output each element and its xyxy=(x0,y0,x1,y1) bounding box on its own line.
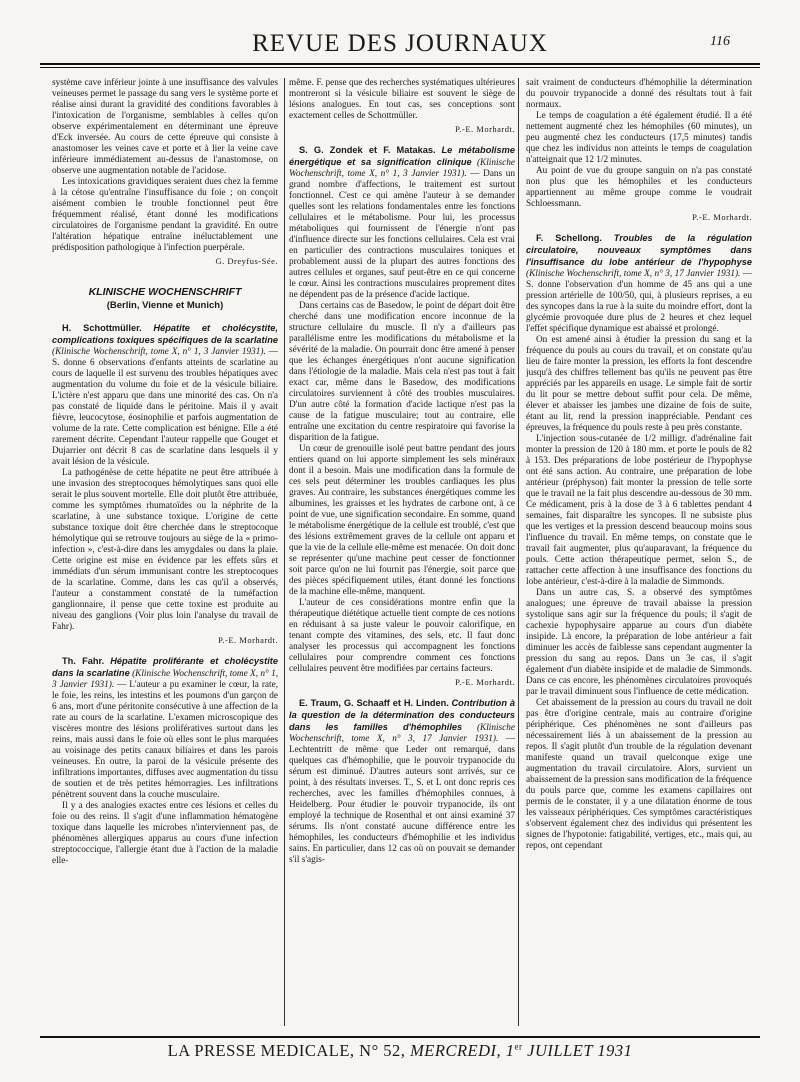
article-title: Hépatite proliférante et cholécystite dans la scarlatine xyxy=(52,656,278,678)
paragraph: On est amené ainsi à étudier la pression du sang et la fréquence du pouls au cours du travail, et on constate qu'au lieu de faire monter la pression, les efforts la font descendre jusqu'à des chiffres tellement bas qu'ils ne peuvent pas être appréciés par les appareils en usage. Le simple fait de sortir du lit pour se mettre debout suffit pour cela. De même, élever et abaisser les jambes une dizaine de fois de suite, étant au lit, rend la pression inappréciable. Pendant ces épreuves, la fréquence du pouls reste à peu près constante. xyxy=(526,335,752,433)
page-footer xyxy=(40,1036,760,1061)
article-source: (Klinische Wochenschrift, tome X, n° 1, 3 Janvier 1931). xyxy=(52,347,266,357)
paragraph: sait vraiment de conducteurs d'hémophilie la détermination du pouvoir trypanocide a donné des résultats tout à fait normaux. xyxy=(526,78,752,110)
article-source: (Klinische Wochenschrift, tome X, n° 3, 17 Janvier 1931). xyxy=(289,723,515,744)
page-number: 116 xyxy=(710,34,730,49)
article-source: (Klinische Wochenschrift, tome X, n° 1, 3 Janvier 1931). xyxy=(289,158,515,179)
article-text: — S. donne 6 observations d'enfants atteints de scarlatine au cours de laquelle il est survenu des troubles hépatiques avec augmentation du volume du foie et de la vésicule biliaire. L'ictère n'est apparu que dans une minorité des cas. On n'a pas constaté de liquide dans le péritoine. Mais il y avait fièvre, leucocytose, éosinophilie et parfois augmentation de volume de la rate. Cette complication est bénigne. Elle a été rarement décrite. Cependant l'auteur rappelle que Gouget et Dujarrier ont décrit 8 cas de scarlatine dans lesquels il y avait lésion de la vésicule. xyxy=(52,347,278,467)
footer-day: MERCREDI, xyxy=(410,1041,502,1060)
article-authors: H. Schottmüller. xyxy=(62,323,142,333)
page-header-title: REVUE DES JOURNAUX xyxy=(252,30,548,57)
article-fahr xyxy=(52,656,278,801)
paragraph: même. F. pense que des recherches systématiques ultérieures montreront si la vésicule biliaire est souvent le siège de lésions analogues. En tout cas, ses conceptions sont exactement celles de Schottmüller. xyxy=(289,78,515,121)
paragraph: Cet abaissement de la pression au cours du travail ne doit pas être d'origine centrale, mais au contraire d'origine périphérique. Ces phénomènes ne sont d'ailleurs pas nécessairement liés à un abaissement de la pression au repos. Il s'agit plutôt d'un trouble de la régulation devenant manifeste quand un travail quelconque exige une augmentation du travail circulatoire. Alors, survient un abaissement de la pression sans modification de la fréquence du pouls parce que, comme les examens capillaires ont permis de le constater, il y a une dilatation énorme de tous les vaisseaux périphériques. Ces symptômes caractéristiques s'observent également chez des individus qui présentent les signes de l'hypotonie: fatigabilité, vertiges, etc., mais qui, au repos, ont cependant xyxy=(526,698,752,851)
paragraph: L'injection sous-cutanée de 1/2 milligr. d'adrénaline fait monter la pression de 120 à 180 mm. et porte le pouls de 82 à 153. Des préparations de lobe postérieur de l'hypophyse ont été sans action. Au contraire, une préparation de lobe antérieur (préphyson) fait monter la pression de telle sorte que le travail ne la fait plus descendre au-dessous de 30 mm. Ce médicament, pris à la dose de 3 à 6 tablettes pendant 4 semaines, fait disparaître les syncopes. Il ne subsiste plus que les vertiges et la pression descend beaucoup moins sous l'influence du travail. En même temps, on constate que le travail fait augmenter, plus qu'auparavant, la fréquence du pouls. Cette action thérapeutique permet, selon S., de rattacher cette affection à une insuffisance des fonctions du lobe antérieur, c'est-à-dire à la maladie de Simmonds. xyxy=(526,434,752,587)
paragraph: Dans un autre cas, S. a observé des symptômes analogues; une épreuve de travail abaisse la pression systolique sans agir sur la fréquence du pouls; il s'agit de cachexie hypophysaire apparue au cours d'un diabète insipide. Là encore, la préparation de lobe antérieur a fait diminuer les accès de faiblesse sans cependant augmenter la pression du sang au repos. Dans un 3e cas, il s'agit également d'un diabète insipide et de maladie de Simmonds. Dans ce cas encore, les phénomènes circulatoires provoqués par le travail diminuent sous l'influence de cette médication. xyxy=(526,588,752,697)
paragraph: système cave inférieur jointe à une insuffisance des valvules veineuses permet le passage du sang vers le système porte et réalise ainsi durant la gravidité des conditions favorables à l'intoxication de l'organisme, semblables à celles qu'on observe expérimentalement en déterminant une épreuve d'Eck inversée. Au cours de cette épreuve qui consiste à anastomoser les veines cave et porte et à lier la veine cave inférieure immédiatement au-dessus de l'anastomose, on observe une augmentation notable de l'acidose. xyxy=(52,78,278,176)
footer-journal: LA PRESSE MEDICALE, N° 52, xyxy=(167,1041,406,1060)
article-zondek-matakas xyxy=(289,145,515,301)
paragraph: Le temps de coagulation a été également étudié. Il a été nettement augmenté chez les hémophiles (60 minutes), un peu augmenté chez les conducteurs (17,5 minutes) tandis que chez les individus non atteints le temps de coagulation n'atteignait que 12 1/2 minutes. xyxy=(526,111,752,165)
article-authors: Th. Fahr. xyxy=(62,656,105,666)
article-title: Contribution à la question de la détermination des conducteurs dans les familles d'hémophiles xyxy=(289,698,515,732)
article-title: Le métabolisme énergétique et sa signification clinique xyxy=(289,145,515,167)
header-rule xyxy=(40,63,760,65)
paragraph: Les intoxications gravidiques seraient dues chez la femme à la cétose qu'entraîne l'insuffisance du foie ; on conçoit aisément combien le trouble fonctionnel peut être fréquemment réalisé, étant donné les modifications circulatoires de l'organisme pendant la gravidité. En outre l'altération hépatique entraîne inéluctablement une prédisposition pathologique à l'infection puerpérale. xyxy=(52,177,278,253)
article-columns xyxy=(52,78,752,1030)
signature: P.-E. Morhardt. xyxy=(455,677,515,687)
paragraph: La pathogénèse de cette hépatite ne peut être attribuée à une invasion des streptocoques hémolytiques sans quoi elle serait le plus souvent mortelle. Elle doit plutôt être attribuée, comme les symptômes rhumatoïdes ou la néphrite de la scarlatine, à une substance toxique. L'origine de cette substance toxique doit être cherchée dans le streptocoque hémolytique qui se retrouve toujours au siège de la « primo-infection », c'est-à-dire dans les amygdales ou dans la plaie. Cette origine est mise en évidence par les effets sûrs et immédiats d'un sérum immunisant contre les streptocoques de la scarlatine. Comme, dans les cas qu'il a observés, l'auteur a constamment constaté de la tuméfaction ganglionnaire, il pense que cette toxine est produite au niveau des ganglions (Voir plus loin l'analyse du travail de Fahr). xyxy=(52,468,278,632)
article-title: Troubles de la régulation circulatoire, nouveaux symptômes dans l'insuffisance du lobe antérieur de l'hypophyse xyxy=(526,233,752,267)
signature: P.-E. Morhardt. xyxy=(218,635,278,645)
column-1 xyxy=(52,78,278,1030)
article-source: (Klinische Wochenschrift, tome X, n° 1, 3 Janvier 1931). xyxy=(52,669,278,690)
footer-date-suffix: er xyxy=(514,1041,523,1052)
signature: P.-E. Morhardt. xyxy=(692,212,752,222)
column-2 xyxy=(289,78,515,1030)
article-source: (Klinische Wochenschrift, tome X, n° 3, 17 Janvier 1931). xyxy=(526,269,741,279)
article-authors: S. G. Zondek et F. Matakas. xyxy=(299,145,436,155)
article-text: — Dans un grand nombre d'affections, le traitement est surtout fonctionnel. C'est ce qui amène l'auteur à se demander quelles sont les relations fondamentales entre les fonctions cellulaires et le métabolisme. Pour lui, les processus métaboliques qui fournissent de l'énergie n'ont pas d'influence directe sur les fonctions cellulaires. Cela est vrai en particulier des contractions musculaires toniques et probablement aussi de la plupart des autres fonctions des autres cellules et organes, sauf peut-être en ce qui concerne le cœur. Ainsi les contractions musculaires proprement dites ne dépendent pas de la présence d'acide lactique. xyxy=(289,169,515,300)
article-traum-schaaff-linden xyxy=(289,698,515,866)
article-text: — L'auteur a pu examiner le cœur, la rate, le foie, les reins, les intestins et les poumons d'un garçon de 6 ans, mort d'une péritonite consécutive à une affection de la rate au cours de la scarlatine. L'examen microscopique des viscères montre des lésions prolifératives surtout dans les reins, mais aussi dans le foie où elles sont le plus marquées au voisinage des petits canaux biliaires et dans les parois veineuses. En outre, la paroi de la vésicule présente des infiltrations importantes, diffuses avec augmentation du tissu de soutien et de très petites hémorragies. Les infiltrations pénètrent souvent dans la couche musculaire. xyxy=(52,680,278,800)
paragraph: Dans certains cas de Basedow, le point de départ doit être cherché dans une modification encore inconnue de la structure cellulaire du muscle. Il n'y a d'ailleurs pas parallélisme entre les modifications du métabolisme et la sévérité de la maladie. On pourrait donc être amené à penser que les échanges énergétiques n'ont aucune signification dans l'étiologie de la maladie. Mais cela n'est pas tout à fait exact car, même dans le Basedow, des modifications circulatoires surviennent à côté des troubles musculaires. D'un autre côté la formation d'acide lactique n'est pas la cause de la fatigue musculaire; tout au contraire, elle entraîne une excitation du centre respiratoire qui favorise la disparition de la fatigue. xyxy=(289,301,515,443)
footer-date: JUILLET 1931 xyxy=(527,1041,633,1060)
paragraph: Au point de vue du groupe sanguin on n'a pas constaté non plus que les hémophiles et les conducteurs appartiennent au même groupe comme le voudrait Schloessmann. xyxy=(526,166,752,209)
footer-date-number: 1 xyxy=(505,1041,515,1060)
article-text: — S. donne l'observation d'un homme de 45 ans qui a une pression artérielle de 100/50, qui, à plusieurs reprises, a eu des syncopes dans la rue à la suite du moindre effort, dont la glycémie provoquée dure plus de 2 heures et chez lequel l'effet spécifique dynamique est abaissé et prolongé. xyxy=(526,269,752,334)
paragraph: L'auteur de ces considérations montre enfin que la thérapeutique diététique actuelle tient compte de ces notions en réduisant à sa juste valeur le pouvoir calorifique, en tenant compte des vitamines, des sels, etc. Il faut donc analyser les processus qui accompagnent les fonctions cellulaires pour comprendre comment ces fonctions cellulaires peuvent être modifiées par certains facteurs. xyxy=(289,598,515,674)
article-title: Hépatite et cholécystite, complications toxiques spécifiques de la scarlatine xyxy=(52,323,278,345)
journal-section-title: KLINISCHE WOCHENSCHRIFT xyxy=(88,286,242,298)
article-authors: F. Schellong. xyxy=(536,233,602,243)
signature: P.-E. Morhardt. xyxy=(455,124,515,134)
paragraph: Il y a des analogies exactes entre ces lésions et celles du foie ou des reins. Il s'agit d'une inflammation hématogène toxique dans laquelle les microbes n'interviennent pas, de phénomènes allergiques apparus au cours d'une infection streptococcique, l'allergie étant due à l'action de la maladie elle- xyxy=(52,801,278,866)
article-text: — Lechtentritt de même que Leder ont remarqué, dans quelques cas d'hémophilie, que le pouvoir trypanocide du sérum est diminué. D'autres auteurs sont arrivés, sur ce point, à des résultats inverses. T., S. et L ont donc repris ces recherches, avec les familles d'hémophiles connues, à Heidelberg. Pour étudier le pouvoir trypanocide, ils ont employé la technique de Rosenthal et ont ainsi examiné 37 sérums. Ils n'ont constaté aucune différence entre les hémophiles, les conducteurs d'hémophilie et les individus sains. En particulier, dans 12 cas où on pouvait se demander s'il s'agis- xyxy=(289,734,515,865)
article-schellong xyxy=(526,233,752,335)
article-authors: E. Traum, G. Schaaff et H. Linden. xyxy=(299,698,449,708)
article-schottmuller xyxy=(52,323,278,468)
journal-section-subtitle: (Berlin, Vienne et Munich) xyxy=(106,300,224,311)
paragraph: Un cœur de grenouille isolé peut battre pendant des jours entiers quand on lui apporte simplement les sels minéraux dont il a besoin. Mais une modification dans la formule de ces sels peut déterminer les troubles cardiaques les plus graves. Au contraire, les substances énergétiques comme les albumines, les graisses et les hydrates de carbone ont, à ce point de vue, une signification secondaire. En somme, quand le métabolisme énergétique de la cellule est troublé, c'est que des lésions extrêmement graves de la cellule ont apparu et que la vie de la cellule elle-même est menacée. On doit donc se représenter qu'une machine peut cesser de fonctionner soit parce qu'on ne lui fournit pas l'énergie, soit parce que des pièces spécifiquement utiles, étant donné les fonctions de la machine elle-même, manquent. xyxy=(289,444,515,597)
header-rule-thin xyxy=(40,67,760,68)
column-3 xyxy=(526,78,752,1030)
signature: G. Dreyfus-Sée. xyxy=(215,256,278,266)
